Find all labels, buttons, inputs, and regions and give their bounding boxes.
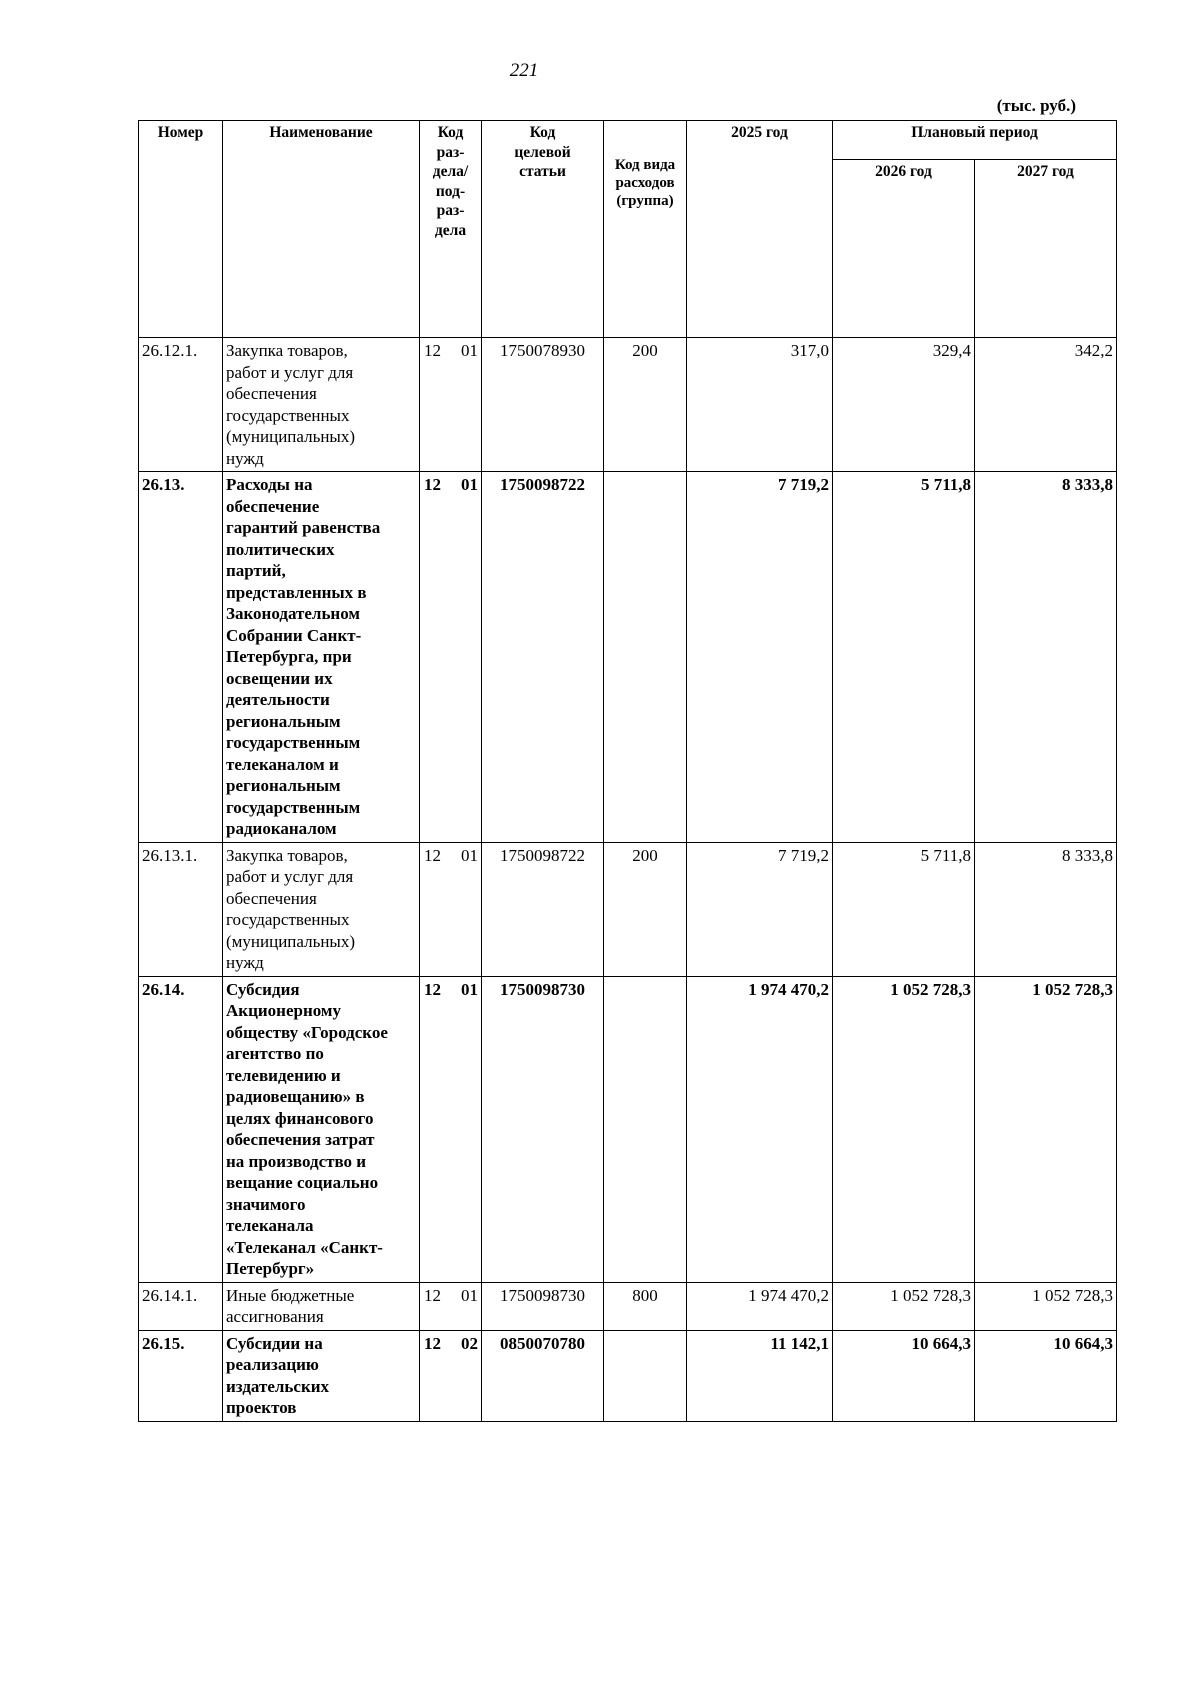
header-razdel: Код раз- дела/ под- раз- дела	[420, 121, 482, 338]
row-target-code: 1750098722	[482, 472, 604, 843]
row-expense-type	[604, 976, 687, 1282]
row-amount-2026: 329,4	[833, 338, 975, 472]
row-name-line: освещении их	[226, 668, 333, 688]
row-name-line: региональным	[226, 776, 341, 795]
row-name-line: радиоканалом	[226, 819, 337, 838]
row-name-line: Расходы на	[226, 475, 313, 494]
row-amount-2027: 1 052 728,3	[975, 976, 1117, 1282]
budget-table	[138, 120, 1117, 1422]
row-amount-2025: 11 142,1	[687, 1330, 833, 1421]
row-section-code: 12	[424, 475, 441, 494]
row-name-line: обеспечения	[226, 384, 317, 403]
table-row	[139, 1282, 1117, 1330]
row-amount-2027: 10 664,3	[975, 1330, 1117, 1421]
row-name-line: деятельности	[226, 690, 330, 709]
row-razdel	[420, 1330, 482, 1421]
row-name	[223, 1282, 420, 1330]
row-razdel	[420, 976, 482, 1282]
row-name-line: работ и услуг для	[226, 867, 354, 886]
row-amount-2026: 1 052 728,3	[833, 1282, 975, 1330]
row-subsection-code: 01	[461, 845, 478, 865]
row-number: 26.12.1.	[139, 338, 223, 472]
row-amount-2027: 1 052 728,3	[975, 1282, 1117, 1330]
row-name-line: гарантий равенства	[226, 518, 381, 537]
row-amount-2027: 8 333,8	[975, 472, 1117, 843]
row-subsection-code: 02	[461, 1333, 478, 1353]
row-name-line: радиовещанию» в	[226, 1087, 365, 1106]
row-expense-type: 200	[604, 842, 687, 976]
header-row-top	[139, 121, 1117, 160]
row-amount-2026: 5 711,8	[833, 472, 975, 843]
row-subsection-code: 01	[461, 979, 478, 999]
row-name-line: (муниципальных)	[226, 931, 356, 951]
row-target-code: 1750098730	[482, 1282, 604, 1330]
row-razdel	[420, 1282, 482, 1330]
row-expense-type	[604, 1330, 687, 1421]
row-name-line: Закупка товаров,	[226, 845, 348, 865]
row-name-line: ассигнования	[226, 1307, 324, 1326]
table-body	[139, 338, 1117, 1422]
row-name-line: телевидению и	[226, 1065, 341, 1085]
row-section-code: 12	[424, 1333, 441, 1353]
row-name-line: Субсидия	[226, 979, 300, 999]
row-name-line: государственным	[226, 733, 361, 752]
row-name-line: целях финансового	[226, 1108, 374, 1128]
row-name-line: телеканала	[226, 1216, 314, 1235]
row-number: 26.14.1.	[139, 1282, 223, 1330]
row-number: 26.15.	[139, 1330, 223, 1421]
row-number: 26.13.1.	[139, 842, 223, 976]
table-row	[139, 338, 1117, 472]
row-expense-type: 800	[604, 1282, 687, 1330]
table-row	[139, 1330, 1117, 1421]
row-name-line: представленных в	[226, 582, 367, 602]
row-name-line: партий,	[226, 561, 286, 580]
row-expense-type	[604, 472, 687, 843]
row-amount-2025: 7 719,2	[687, 472, 833, 843]
row-name-line: Акционерному	[226, 1001, 342, 1020]
row-number: 26.14.	[139, 976, 223, 1282]
table-row	[139, 976, 1117, 1282]
row-target-code: 0850070780	[482, 1330, 604, 1421]
row-name-line: Законодательном	[226, 604, 360, 623]
row-expense-type: 200	[604, 338, 687, 472]
row-amount-2026: 10 664,3	[833, 1330, 975, 1421]
row-razdel	[420, 472, 482, 843]
table-row	[139, 472, 1117, 843]
row-amount-2027: 8 333,8	[975, 842, 1117, 976]
header-target-code: Код целевой статьи	[482, 121, 604, 338]
row-name-line: политических	[226, 539, 335, 559]
row-target-code: 1750078930	[482, 338, 604, 472]
row-section-code: 12	[424, 845, 441, 865]
row-name-line: государственных	[226, 910, 350, 929]
row-name-line: значимого	[226, 1194, 306, 1214]
row-name-line: государственных	[226, 405, 350, 425]
header-expense-type: Код вида расходов (группа)	[604, 121, 687, 338]
row-amount-2026: 1 052 728,3	[833, 976, 975, 1282]
row-name-line: реализацию	[226, 1355, 319, 1374]
row-name-line: нужд	[226, 953, 264, 972]
row-subsection-code: 01	[461, 341, 478, 360]
row-amount-2025: 1 974 470,2	[687, 1282, 833, 1330]
row-name-line: (муниципальных)	[226, 427, 356, 446]
row-name	[223, 472, 420, 843]
row-target-code: 1750098722	[482, 842, 604, 976]
row-name-line: телеканалом и	[226, 754, 339, 774]
row-target-code: 1750098730	[482, 976, 604, 1282]
row-name-line: нужд	[226, 448, 264, 468]
row-subsection-code: 01	[461, 1285, 478, 1305]
row-name-line: региональным	[226, 711, 341, 731]
row-name-line: Закупка товаров,	[226, 341, 348, 360]
row-name-line: вещание социально	[226, 1173, 379, 1192]
row-section-code: 12	[424, 1285, 441, 1305]
row-amount-2025: 7 719,2	[687, 842, 833, 976]
row-name-line: на производство и	[226, 1151, 367, 1171]
row-name-line: Петербурга, при	[226, 647, 352, 666]
row-name-line: обеспечения затрат	[226, 1130, 375, 1149]
row-section-code: 12	[424, 979, 441, 999]
header-number: Номер	[139, 121, 223, 338]
header-2025: 2025 год	[687, 121, 833, 338]
row-razdel	[420, 338, 482, 472]
table-row	[139, 842, 1117, 976]
row-name-line: обеспечение	[226, 496, 320, 516]
row-subsection-code: 01	[461, 475, 478, 494]
row-amount-2027: 342,2	[975, 338, 1117, 472]
row-name-line: Субсидии на	[226, 1333, 323, 1353]
row-name-line: Иные бюджетные	[226, 1285, 355, 1305]
row-name-line: издательских	[226, 1376, 330, 1396]
row-name-line: обеспечения	[226, 888, 317, 908]
row-amount-2025: 1 974 470,2	[687, 976, 833, 1282]
row-name-line: работ и услуг для	[226, 362, 354, 382]
row-name	[223, 1330, 420, 1421]
header-2026: 2026 год	[833, 160, 975, 338]
row-amount-2026: 5 711,8	[833, 842, 975, 976]
row-name-line: Петербург»	[226, 1259, 315, 1278]
row-name-line: агентство по	[226, 1044, 324, 1063]
row-number: 26.13.	[139, 472, 223, 843]
header-planned-period: Плановый период	[833, 121, 1117, 160]
units-label: (тыс. руб.)	[996, 96, 1076, 115]
row-section-code: 12	[424, 341, 441, 360]
row-name-line: «Телеканал «Санкт-	[226, 1237, 383, 1257]
row-name	[223, 338, 420, 472]
row-razdel	[420, 842, 482, 976]
row-name	[223, 976, 420, 1282]
row-name-line: Собрании Санкт-	[226, 625, 362, 645]
row-amount-2025: 317,0	[687, 338, 833, 472]
row-name	[223, 842, 420, 976]
header-name: Наименование	[223, 121, 420, 338]
page-number: 221	[509, 60, 539, 81]
header-2027: 2027 год	[975, 160, 1117, 338]
row-name-line: государственным	[226, 797, 361, 817]
row-name-line: обществу «Городское	[226, 1022, 388, 1042]
row-name-line: проектов	[226, 1398, 297, 1417]
